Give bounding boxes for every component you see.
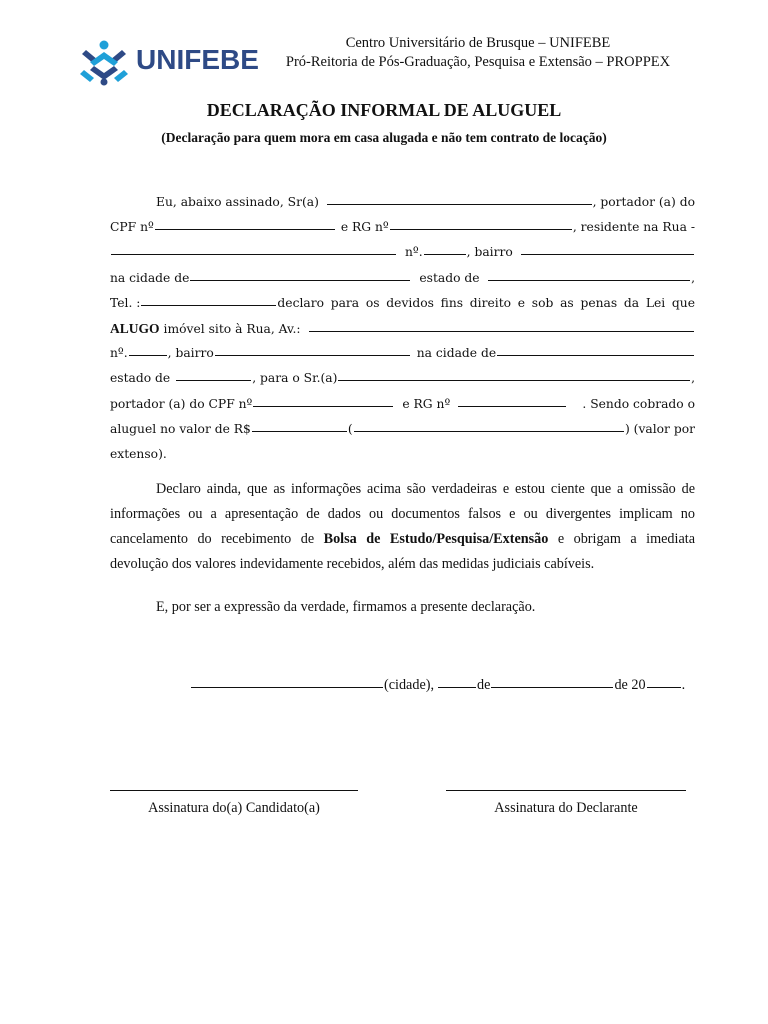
candidate-signature-label: Assinatura do(a) Candidato(a) [148,800,320,816]
declarant-phone-field[interactable] [141,291,276,306]
label-comma: , [691,270,695,285]
label-sendo-cobrado: . Sendo cobrado o [582,396,695,411]
label-extenso: extenso). [110,446,167,461]
label-property-number: nº. [110,346,128,361]
declarant-rg-field[interactable] [390,215,572,230]
declarant-signature-label: Assinatura do Declarante [494,800,638,816]
property-state-field[interactable] [176,366,251,381]
declarant-state-field[interactable] [488,266,690,281]
date-city-field[interactable] [191,673,383,688]
form-line-11 [110,442,695,467]
label-de-2: de 20 [614,677,646,693]
declarant-signature-line[interactable] [446,790,686,791]
unifebe-emblem-icon [80,40,128,86]
property-number-field[interactable] [129,341,167,356]
label-valor-por: ) (valor por [624,421,695,436]
institution-header [258,34,698,72]
label-property-cidade: na cidade de [416,346,497,361]
label-property-estado: estado de [110,371,171,386]
document-subtitle: (Declaração para quem mora em casa alugada e não tem contrato de locação) [161,130,607,145]
rent-value-field[interactable] [252,417,347,432]
truth-statement [110,595,695,620]
paragraph-text-a: Declaro ainda, que as informações acima são verdadeiras e estou ciente que a omissão de informações ou a apresentação de dados ou documentos falsos e ou divergentes implicam no cancelamento do recebimento de [110,481,695,547]
label-cidade-date: (cidade), [384,677,435,693]
date-year-field[interactable] [647,673,681,688]
paragraph-text-b: e obrigam a imediata devolução dos valores indevidamente recebidos, além das medidas judiciais cabíveis. [110,531,695,572]
declarant-city-field[interactable] [190,266,410,281]
label-number: nº. [405,245,423,260]
date-day-field[interactable] [438,673,476,688]
form-line-4 [110,266,695,291]
date-line [190,674,685,694]
candidate-signature-line[interactable] [110,790,358,791]
label-rg: e RG nº [340,220,389,235]
label-landlord-rg: e RG nº [402,396,451,411]
form-line-3 [110,240,695,265]
label-para-sr: , para o Sr.(a) [252,371,338,386]
declarant-number-field[interactable] [424,240,466,255]
label-declaro: declaro para os devidos fins direito e sob as penas da Lei que [277,295,695,310]
form-line-7 [110,341,695,366]
label-de-1: de [477,677,491,693]
label-estado: estado de [419,270,480,285]
landlord-name-field[interactable] [338,366,690,381]
form-line-8 [110,366,695,391]
label-property-bairro: , bairro [167,346,214,361]
document-title: DECLARAÇÃO INFORMAL DE ALUGUEL [206,100,562,120]
declarant-cpf-field[interactable] [155,215,335,230]
form-line-5 [110,291,695,316]
label-cidade: na cidade de [110,270,190,285]
institution-department: Pró-Reitoria de Pós-Graduação, Pesquisa e Extensão – PROPPEX [285,54,671,70]
label-bairro: , bairro [466,245,513,260]
paragraph-bold-bolsa: Bolsa de Estudo/Pesquisa/Extensão [323,531,549,547]
form-line-1 [110,190,695,215]
landlord-cpf-field[interactable] [253,392,393,407]
label-residente: , residente na Rua - [572,220,695,235]
label-paren-open: ( [347,421,353,436]
date-month-field[interactable] [491,673,613,688]
declaration-form [110,190,695,467]
property-city-field[interactable] [497,341,694,356]
label-imovel: imóvel sito à Rua, Av.: [163,321,301,336]
truth-statement-text: E, por ser a expressão da verdade, firmamos a presente declaração. [156,599,536,615]
label-declarant: Eu, abaixo assinado, Sr(a) [156,195,319,209]
label-period: . [681,677,686,693]
label-comma-2: , [691,371,695,386]
declaration-paragraph [110,477,695,577]
form-line-9 [110,392,695,417]
declarant-name-field[interactable] [327,190,592,205]
institution-name: Centro Universitário de Brusque – UNIFEBE [345,35,611,51]
landlord-rg-field[interactable] [458,392,566,407]
unifebe-logo [80,40,260,86]
declarant-bairro-field[interactable] [521,240,694,255]
property-street-field[interactable] [309,317,694,332]
label-valor: aluguel no valor de R$ [110,421,251,436]
label-tel: Tel. : [110,295,141,310]
label-alugo: ALUGO [110,320,160,336]
label-portador: , portador (a) do [592,195,695,209]
label-landlord-cpf: portador (a) do CPF nº [110,396,253,411]
logo-wordmark: UNIFEBE [136,44,259,75]
form-line-2 [110,215,695,240]
form-line-10 [110,417,695,442]
form-line-6 [110,316,695,341]
property-bairro-field[interactable] [215,341,410,356]
label-cpf: CPF nº [110,220,154,235]
rent-value-words-field[interactable] [354,417,624,432]
declarant-street-field[interactable] [111,240,396,255]
